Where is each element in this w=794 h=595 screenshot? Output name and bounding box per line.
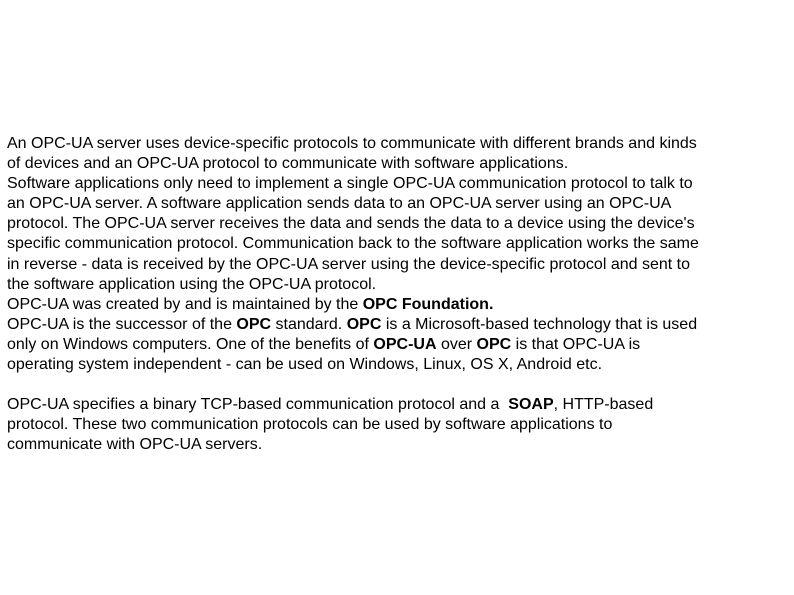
text-run: only on Windows computers. One of the benefits of [7, 335, 374, 353]
text-line: specific communication protocol. Communication back to the software application works the same [7, 235, 699, 253]
text-line: the software application using the OPC-UA protocol. [7, 275, 377, 293]
bold-run-opc: OPC [236, 315, 272, 333]
text-line: protocol. These two communication protocols can be used by software applications to [7, 416, 613, 434]
text-line: An OPC-UA server uses device-specific protocols to communicate with different brands and kinds [7, 135, 697, 152]
text-line: communicate with OPC-UA servers. [7, 436, 263, 454]
text-line: in reverse - data is received by the OPC-UA server using the device-specific protocol and sent to [7, 255, 690, 273]
paragraph-software-applications [7, 174, 791, 295]
text-run: OPC-UA specifies a binary TCP-based communication protocol and a [7, 396, 509, 414]
text-run: , HTTP-based [553, 396, 654, 414]
text-line [7, 335, 791, 355]
bold-run-opc-foundation: OPC Foundation. [362, 295, 494, 313]
text-run: over [436, 335, 477, 353]
text-line: an OPC-UA server. A software application sends data to an OPC-UA server using an OPC-UA [7, 195, 672, 213]
text-line: protocol. The OPC-UA server receives the data and sends the data to a device using the device's [7, 215, 695, 233]
bold-run-opc: OPC [346, 315, 382, 333]
text-run: is that OPC-UA is [511, 335, 641, 353]
text-line: operating system independent - can be used on Windows, Linux, OS X, Android etc. [7, 356, 603, 374]
blank-line [7, 375, 791, 395]
paragraph-opc-foundation [7, 295, 791, 315]
paragraph-protocols [7, 395, 791, 455]
text-line: Software applications only need to implement a single OPC-UA communication protocol to talk to [7, 175, 693, 193]
text-line [7, 295, 791, 315]
bold-run-opc: OPC [476, 335, 512, 353]
text-run: OPC-UA was created by and is maintained by the [7, 295, 363, 313]
bold-run-opc-ua: OPC-UA [373, 335, 437, 353]
text-run: standard. [271, 315, 347, 333]
paragraph-opc-ua-overview [7, 134, 791, 174]
paragraph-opc-successor [7, 315, 791, 375]
body-text [7, 134, 791, 456]
text-line: of devices and an OPC-UA protocol to communicate with software applications. [7, 155, 569, 173]
text-run: OPC-UA is the successor of the [7, 315, 237, 333]
text-line [7, 315, 791, 335]
text-line [7, 395, 791, 415]
bold-run-soap: SOAP [508, 396, 554, 414]
text-run: is a Microsoft-based technology that is used [381, 315, 698, 333]
